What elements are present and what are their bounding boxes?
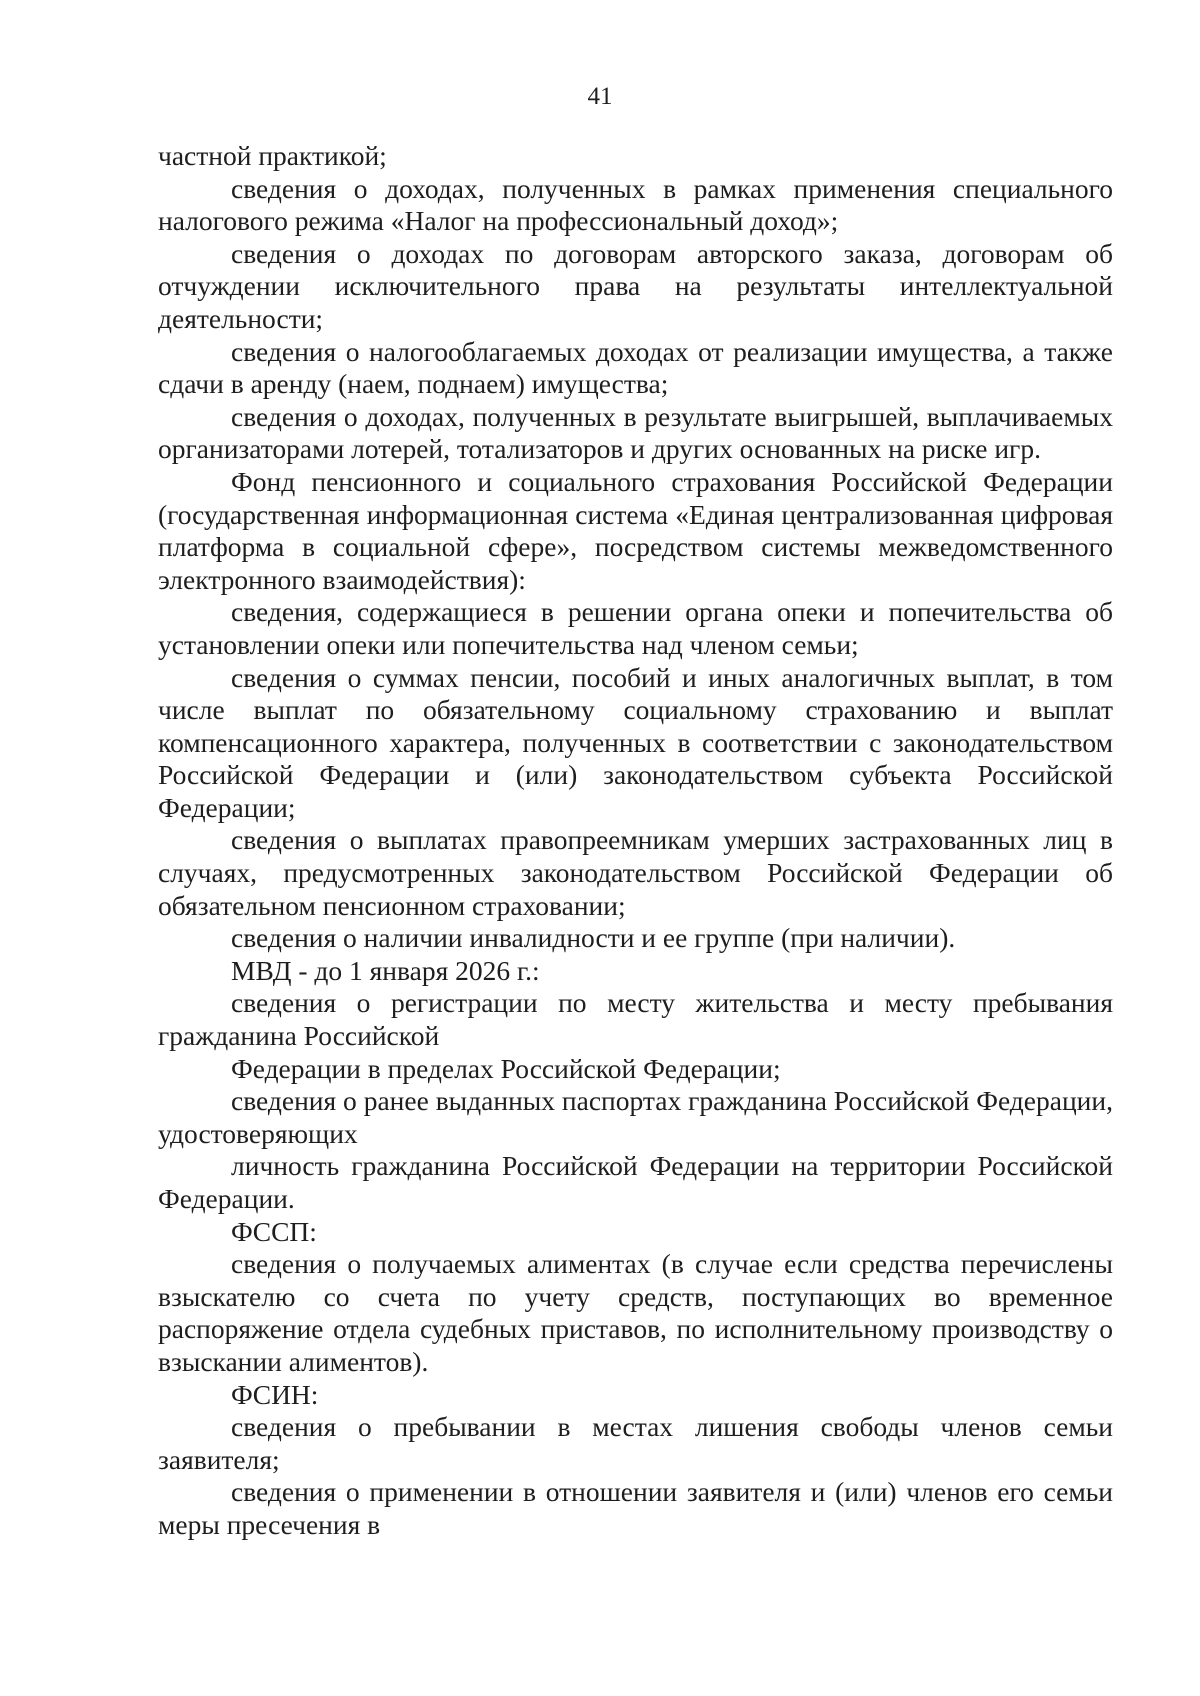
paragraph: сведения о регистрации по месту жительства и месту пребывания гражданина Российской — [158, 987, 1113, 1052]
paragraph-continuation: Федерации в пределах Российской Федерации; — [231, 1052, 781, 1084]
paragraph: сведения о доходах по договорам авторского заказа, договорам об отчуждении исключительного права на результаты интеллектуальной деятельности; — [158, 237, 1113, 334]
section-heading-fsin: ФСИН: — [231, 1378, 319, 1410]
paragraph-continuation: личность гражданина Российской Федерации на территории Российской Федерации. — [158, 1150, 1113, 1214]
paragraph: сведения о наличии инвалидности и ее группе (при наличии). — [231, 922, 956, 954]
paragraph: Фонд пенсионного и социального страхования Российской Федерации (государственная информационная система «Единая централизованная цифровая платформа в социальной сфере», посредством системы межведомственного электронного взаимодействия): — [158, 465, 1113, 595]
paragraph: сведения, содержащиеся в решении органа опеки и попечительства об установлении опеки или попечительства над членом семьи; — [158, 596, 1113, 660]
paragraph: сведения о получаемых алиментах (в случае если средства перечислены взыскателю со счета по учету средств, поступающих во временное распоряжение отдела судебных приставов, по исполнительному производству о взыскании алиментов). — [158, 1248, 1113, 1377]
paragraph: сведения о доходах, полученных в результате выигрышей, выплачиваемых организаторами лотерей, тотализаторов и других основанных на риске игр. — [158, 400, 1113, 465]
paragraph: частной практикой; — [158, 140, 387, 171]
paragraph: сведения о налогооблагаемых доходах от реализации имущества, а также сдачи в аренду (наем, поднаем) имущества; — [158, 335, 1113, 400]
paragraph: сведения о суммах пенсии, пособий и иных аналогичных выплат, в том числе выплат по обязательному социальному страхованию и выплат компенсационного характера, полученных в соответствии с законодательством Российской Федерации и (или) законодательством субъекта Российской Федерации; — [158, 661, 1113, 823]
paragraph: сведения о применении в отношении заявителя и (или) членов его семьи меры пресечения в — [158, 1476, 1113, 1540]
paragraph: сведения о пребывании в местах лишения свободы членов семьи заявителя; — [158, 1411, 1113, 1475]
document-body — [158, 140, 1113, 1542]
paragraph: сведения о выплатах правопреемникам умерших застрахованных лиц в случаях, предусмотренных законодательством Российской Федерации об обязательном пенсионном страховании; — [158, 824, 1113, 921]
paragraph: сведения о ранее выданных паспортах гражданина Российской Федерации, удостоверяющих — [158, 1085, 1113, 1149]
section-heading-mvd: МВД - до 1 января 2026 г.: — [231, 954, 540, 986]
section-heading-fssp: ФССП: — [231, 1215, 317, 1247]
page-number: 41 — [587, 83, 613, 110]
paragraph: сведения о доходах, полученных в рамках применения специального налогового режима «Налог на профессиональный доход»; — [158, 172, 1113, 237]
